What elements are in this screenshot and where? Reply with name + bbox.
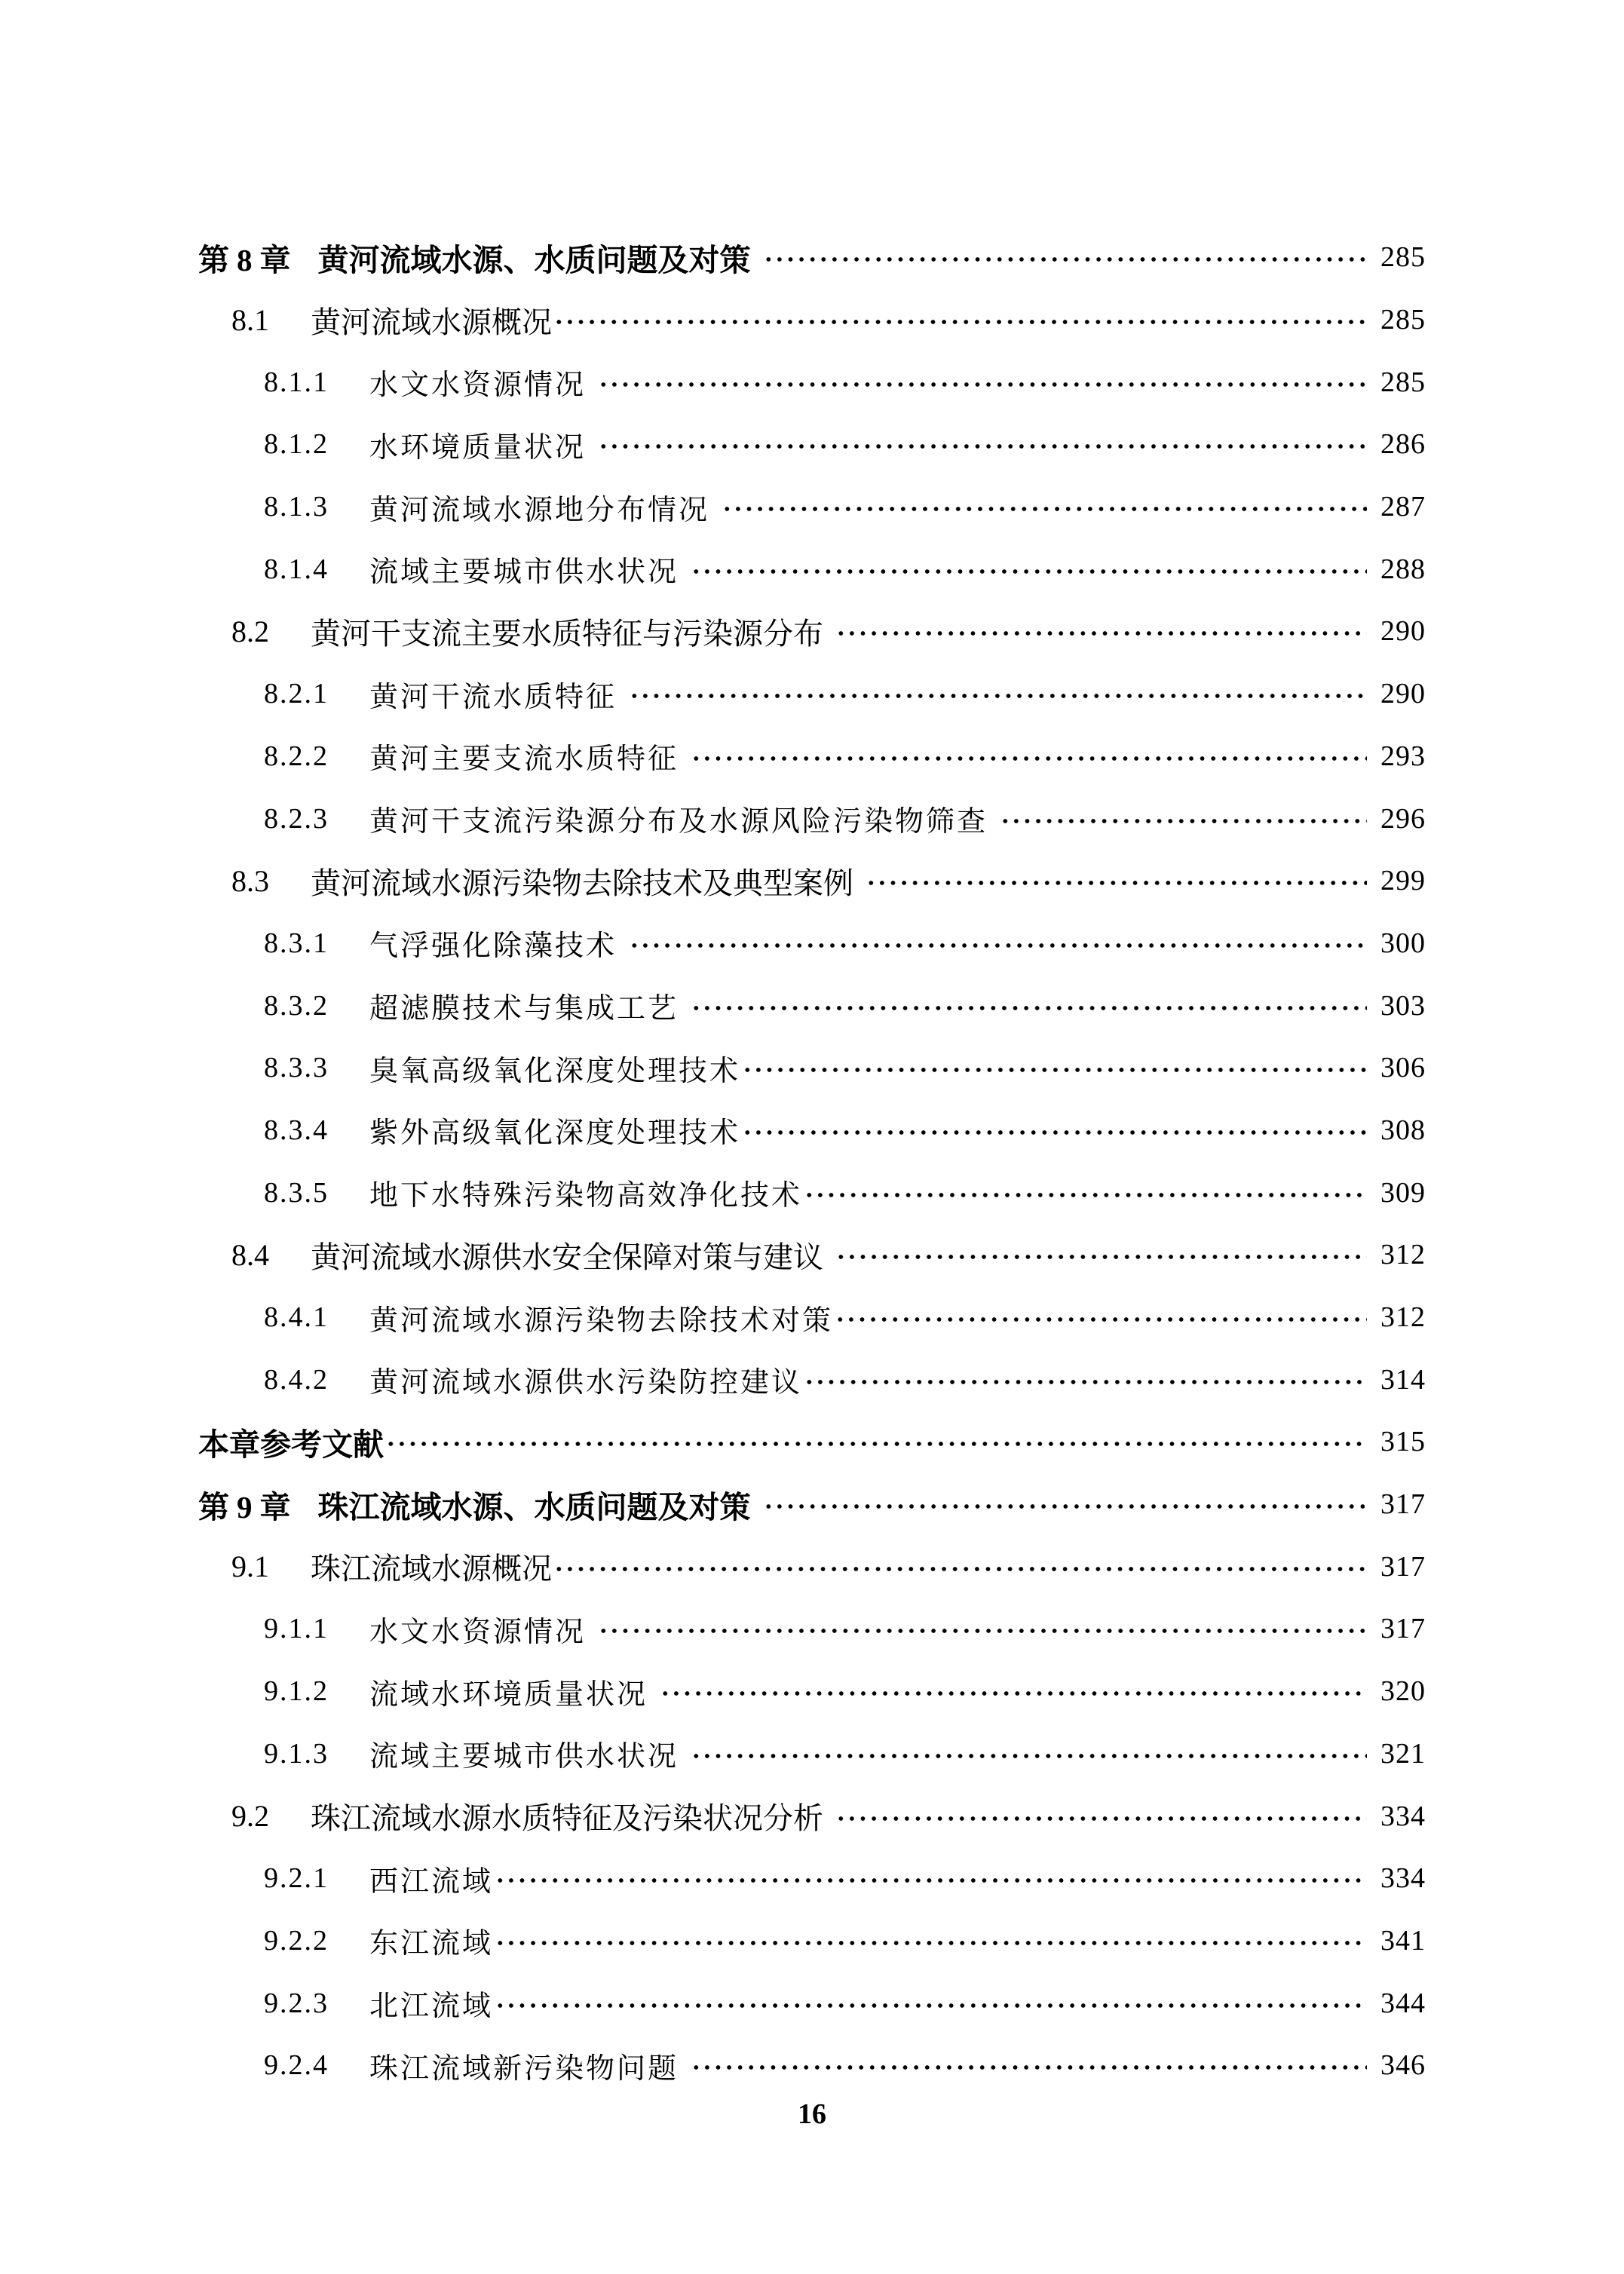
dot-leader bbox=[495, 2003, 1367, 2008]
toc-section-row[interactable] bbox=[198, 1785, 1426, 1847]
dot-leader bbox=[691, 569, 1367, 574]
dot-leader bbox=[804, 1380, 1367, 1384]
subsection-number: 9.1.1 bbox=[264, 1613, 329, 1645]
toc-page-number: 293 bbox=[1380, 740, 1426, 772]
toc-page-number: 315 bbox=[1380, 1426, 1426, 1458]
toc-subsection-row[interactable] bbox=[198, 538, 1426, 600]
toc-page-number: 334 bbox=[1380, 1800, 1426, 1832]
dot-leader bbox=[691, 1754, 1367, 1758]
toc-title: 本章参考文献 bbox=[198, 1426, 384, 1463]
subsection-number: 8.3.3 bbox=[264, 1052, 329, 1084]
toc-page-number: 290 bbox=[1380, 678, 1426, 710]
toc-page-number: 344 bbox=[1380, 1987, 1426, 2019]
toc-subsection-row[interactable] bbox=[198, 663, 1426, 725]
toc-title: 水环境质量状况 bbox=[369, 430, 587, 464]
dot-leader bbox=[1000, 819, 1367, 823]
toc-subsection-row[interactable] bbox=[198, 476, 1426, 538]
section-number: 8.1 bbox=[231, 302, 269, 337]
dot-leader bbox=[742, 1130, 1367, 1135]
toc-section-row[interactable] bbox=[198, 600, 1426, 663]
toc-subsection-row[interactable] bbox=[198, 1161, 1426, 1224]
toc-title: 气浮强化除藻技术 bbox=[369, 929, 617, 963]
toc-page-number: 303 bbox=[1380, 989, 1426, 1022]
toc-title: 黄河干支流污染源分布及水源风险污染物筛查 bbox=[369, 804, 988, 838]
toc-page-number: 312 bbox=[1380, 1301, 1426, 1334]
dot-leader bbox=[495, 1941, 1367, 1945]
toc-subsection-row[interactable] bbox=[198, 787, 1426, 850]
subsection-number: 8.3.2 bbox=[264, 989, 329, 1022]
toc-section-row[interactable] bbox=[198, 850, 1426, 912]
subsection-number: 8.2.2 bbox=[264, 740, 329, 772]
toc-subsection-row[interactable] bbox=[198, 1723, 1426, 1785]
toc-subsection-row[interactable] bbox=[198, 1099, 1426, 1162]
section-number: 9.2 bbox=[231, 1799, 269, 1834]
dot-leader bbox=[804, 1193, 1367, 1197]
toc-page-number: 290 bbox=[1380, 615, 1426, 648]
dot-leader bbox=[598, 1629, 1367, 1633]
section-number: 9.1 bbox=[231, 1549, 269, 1584]
subsection-number: 8.3.1 bbox=[264, 927, 329, 959]
dot-leader bbox=[660, 1691, 1367, 1696]
toc-title: 珠江流域水源概况 bbox=[311, 1552, 552, 1587]
toc-page-number: 314 bbox=[1380, 1363, 1426, 1396]
section-number: 8.3 bbox=[231, 863, 269, 898]
dot-leader bbox=[835, 631, 1367, 636]
toc-page-number: 296 bbox=[1380, 802, 1426, 835]
subsection-number: 8.4.2 bbox=[264, 1363, 329, 1396]
toc-page-number: 288 bbox=[1380, 553, 1426, 585]
toc-title: 黄河流域水源、水质问题及对策 bbox=[317, 241, 751, 278]
toc-page-number: 286 bbox=[1380, 428, 1426, 461]
toc-subsection-row[interactable] bbox=[198, 1348, 1426, 1411]
toc-subsection-row[interactable] bbox=[198, 2034, 1426, 2097]
toc-title: 水文水资源情况 bbox=[369, 1614, 587, 1648]
subsection-number: 8.1.3 bbox=[264, 491, 329, 523]
toc-subsection-row[interactable] bbox=[198, 912, 1426, 975]
dot-leader bbox=[722, 507, 1367, 511]
dot-leader bbox=[629, 694, 1367, 698]
dot-leader bbox=[553, 1567, 1367, 1571]
toc-references-row[interactable] bbox=[198, 1411, 1426, 1473]
toc-page-number: 309 bbox=[1380, 1176, 1426, 1209]
dot-leader bbox=[835, 1816, 1367, 1821]
toc-title: 黄河流域水源概况 bbox=[311, 305, 552, 340]
dot-leader bbox=[553, 320, 1367, 324]
toc-subsection-row[interactable] bbox=[198, 413, 1426, 476]
toc-subsection-row[interactable] bbox=[198, 1598, 1426, 1660]
subsection-number: 8.3.5 bbox=[264, 1176, 329, 1209]
toc-title: 水文水资源情况 bbox=[369, 368, 587, 402]
toc-title: 东江流域 bbox=[369, 1926, 494, 1960]
toc-title: 紫外高级氧化深度处理技术 bbox=[369, 1116, 741, 1150]
toc-chapter-row[interactable] bbox=[198, 1473, 1426, 1536]
toc-subsection-row[interactable] bbox=[198, 1847, 1426, 1910]
dot-leader bbox=[598, 382, 1367, 387]
subsection-number: 8.1.1 bbox=[264, 366, 329, 398]
dot-leader bbox=[835, 1317, 1367, 1322]
toc-chapter-row[interactable] bbox=[198, 226, 1426, 289]
toc-subsection-row[interactable] bbox=[198, 351, 1426, 413]
toc-subsection-row[interactable] bbox=[198, 1972, 1426, 2034]
toc-page-number: 285 bbox=[1380, 366, 1426, 398]
toc-title: 流域主要城市供水状况 bbox=[369, 1739, 679, 1773]
toc-title: 流域主要城市供水状况 bbox=[369, 555, 679, 589]
subsection-number: 8.1.2 bbox=[264, 428, 329, 461]
subsection-number: 8.2.1 bbox=[264, 678, 329, 710]
subsection-number: 9.2.2 bbox=[264, 1924, 329, 1957]
toc-page-number: 321 bbox=[1380, 1737, 1426, 1770]
toc-title: 北江流域 bbox=[369, 1989, 494, 2023]
toc-subsection-row[interactable] bbox=[198, 1660, 1426, 1723]
toc-title: 黄河流域水源污染物去除技术对策 bbox=[369, 1303, 834, 1337]
toc-page-number: 320 bbox=[1380, 1675, 1426, 1708]
subsection-number: 9.2.1 bbox=[264, 1862, 329, 1895]
toc-page-number: 341 bbox=[1380, 1924, 1426, 1957]
section-number: 8.2 bbox=[231, 614, 269, 648]
toc-section-row[interactable] bbox=[198, 289, 1426, 351]
toc-title: 黄河流域水源污染物去除技术及典型案例 bbox=[311, 866, 853, 901]
toc-page-number: 312 bbox=[1380, 1239, 1426, 1271]
chapter-label: 第 8 章 bbox=[198, 241, 291, 278]
toc-page-number: 317 bbox=[1380, 1613, 1426, 1645]
dot-leader bbox=[763, 1504, 1368, 1509]
toc-title: 珠江流域水源、水质问题及对策 bbox=[317, 1488, 751, 1525]
toc-page-number: 287 bbox=[1380, 491, 1426, 523]
dot-leader bbox=[495, 1878, 1367, 1883]
toc-subsection-row[interactable] bbox=[198, 1910, 1426, 1972]
dot-leader bbox=[629, 943, 1367, 948]
toc-title: 黄河主要支流水质特征 bbox=[369, 742, 679, 776]
table-of-contents bbox=[198, 226, 1426, 2097]
dot-leader bbox=[691, 756, 1367, 761]
toc-page-number: 317 bbox=[1380, 1488, 1426, 1521]
toc-page-number: 317 bbox=[1380, 1550, 1426, 1583]
dot-leader bbox=[866, 881, 1367, 885]
chapter-label: 第 9 章 bbox=[198, 1488, 291, 1525]
section-number: 8.4 bbox=[231, 1237, 269, 1272]
toc-subsection-row[interactable] bbox=[198, 1286, 1426, 1349]
toc-page-number: 285 bbox=[1380, 304, 1426, 336]
toc-page-number: 300 bbox=[1380, 927, 1426, 959]
dot-leader bbox=[598, 444, 1367, 449]
toc-section-row[interactable] bbox=[198, 1224, 1426, 1286]
subsection-number: 9.1.3 bbox=[264, 1737, 329, 1770]
toc-subsection-row[interactable] bbox=[198, 974, 1426, 1037]
toc-page-number: 306 bbox=[1380, 1052, 1426, 1084]
toc-title: 黄河干流水质特征 bbox=[369, 679, 617, 713]
dot-leader bbox=[691, 1006, 1367, 1010]
toc-title: 黄河流域水源供水污染防控建议 bbox=[369, 1365, 803, 1399]
toc-subsection-row[interactable] bbox=[198, 1037, 1426, 1099]
toc-title: 黄河流域水源地分布情况 bbox=[369, 492, 710, 526]
subsection-number: 8.4.1 bbox=[264, 1301, 329, 1334]
toc-title: 超滤膜技术与集成工艺 bbox=[369, 991, 679, 1025]
subsection-number: 8.1.4 bbox=[264, 553, 329, 585]
toc-title: 珠江流域新污染物问题 bbox=[369, 2051, 679, 2085]
toc-page-number: 299 bbox=[1380, 865, 1426, 897]
toc-page-number: 334 bbox=[1380, 1862, 1426, 1895]
page-footer-number: 16 bbox=[798, 2098, 826, 2130]
toc-title: 西江流域 bbox=[369, 1864, 494, 1898]
subsection-number: 8.3.4 bbox=[264, 1114, 329, 1146]
toc-title: 臭氧高级氧化深度处理技术 bbox=[369, 1053, 741, 1087]
dot-leader bbox=[691, 2065, 1367, 2070]
toc-section-row[interactable] bbox=[198, 1535, 1426, 1598]
dot-leader bbox=[835, 1255, 1367, 1259]
toc-subsection-row[interactable] bbox=[198, 725, 1426, 788]
subsection-number: 9.2.4 bbox=[264, 2049, 329, 2082]
dot-leader bbox=[742, 1068, 1367, 1072]
subsection-number: 9.1.2 bbox=[264, 1675, 329, 1708]
subsection-number: 9.2.3 bbox=[264, 1987, 329, 2019]
subsection-number: 8.2.3 bbox=[264, 802, 329, 835]
dot-leader bbox=[763, 257, 1368, 262]
toc-title: 黄河流域水源供水安全保障对策与建议 bbox=[311, 1240, 823, 1275]
toc-title: 地下水特殊污染物高效净化技术 bbox=[369, 1178, 803, 1212]
toc-page-number: 346 bbox=[1380, 2049, 1426, 2082]
toc-page-number: 285 bbox=[1380, 241, 1426, 274]
toc-title: 珠江流域水源水质特征及污染状况分析 bbox=[311, 1801, 823, 1837]
toc-title: 流域水环境质量状况 bbox=[369, 1677, 648, 1711]
toc-title: 黄河干支流主要水质特征与污染源分布 bbox=[311, 616, 823, 651]
toc-page-number: 308 bbox=[1380, 1114, 1426, 1146]
dot-leader bbox=[385, 1442, 1367, 1446]
